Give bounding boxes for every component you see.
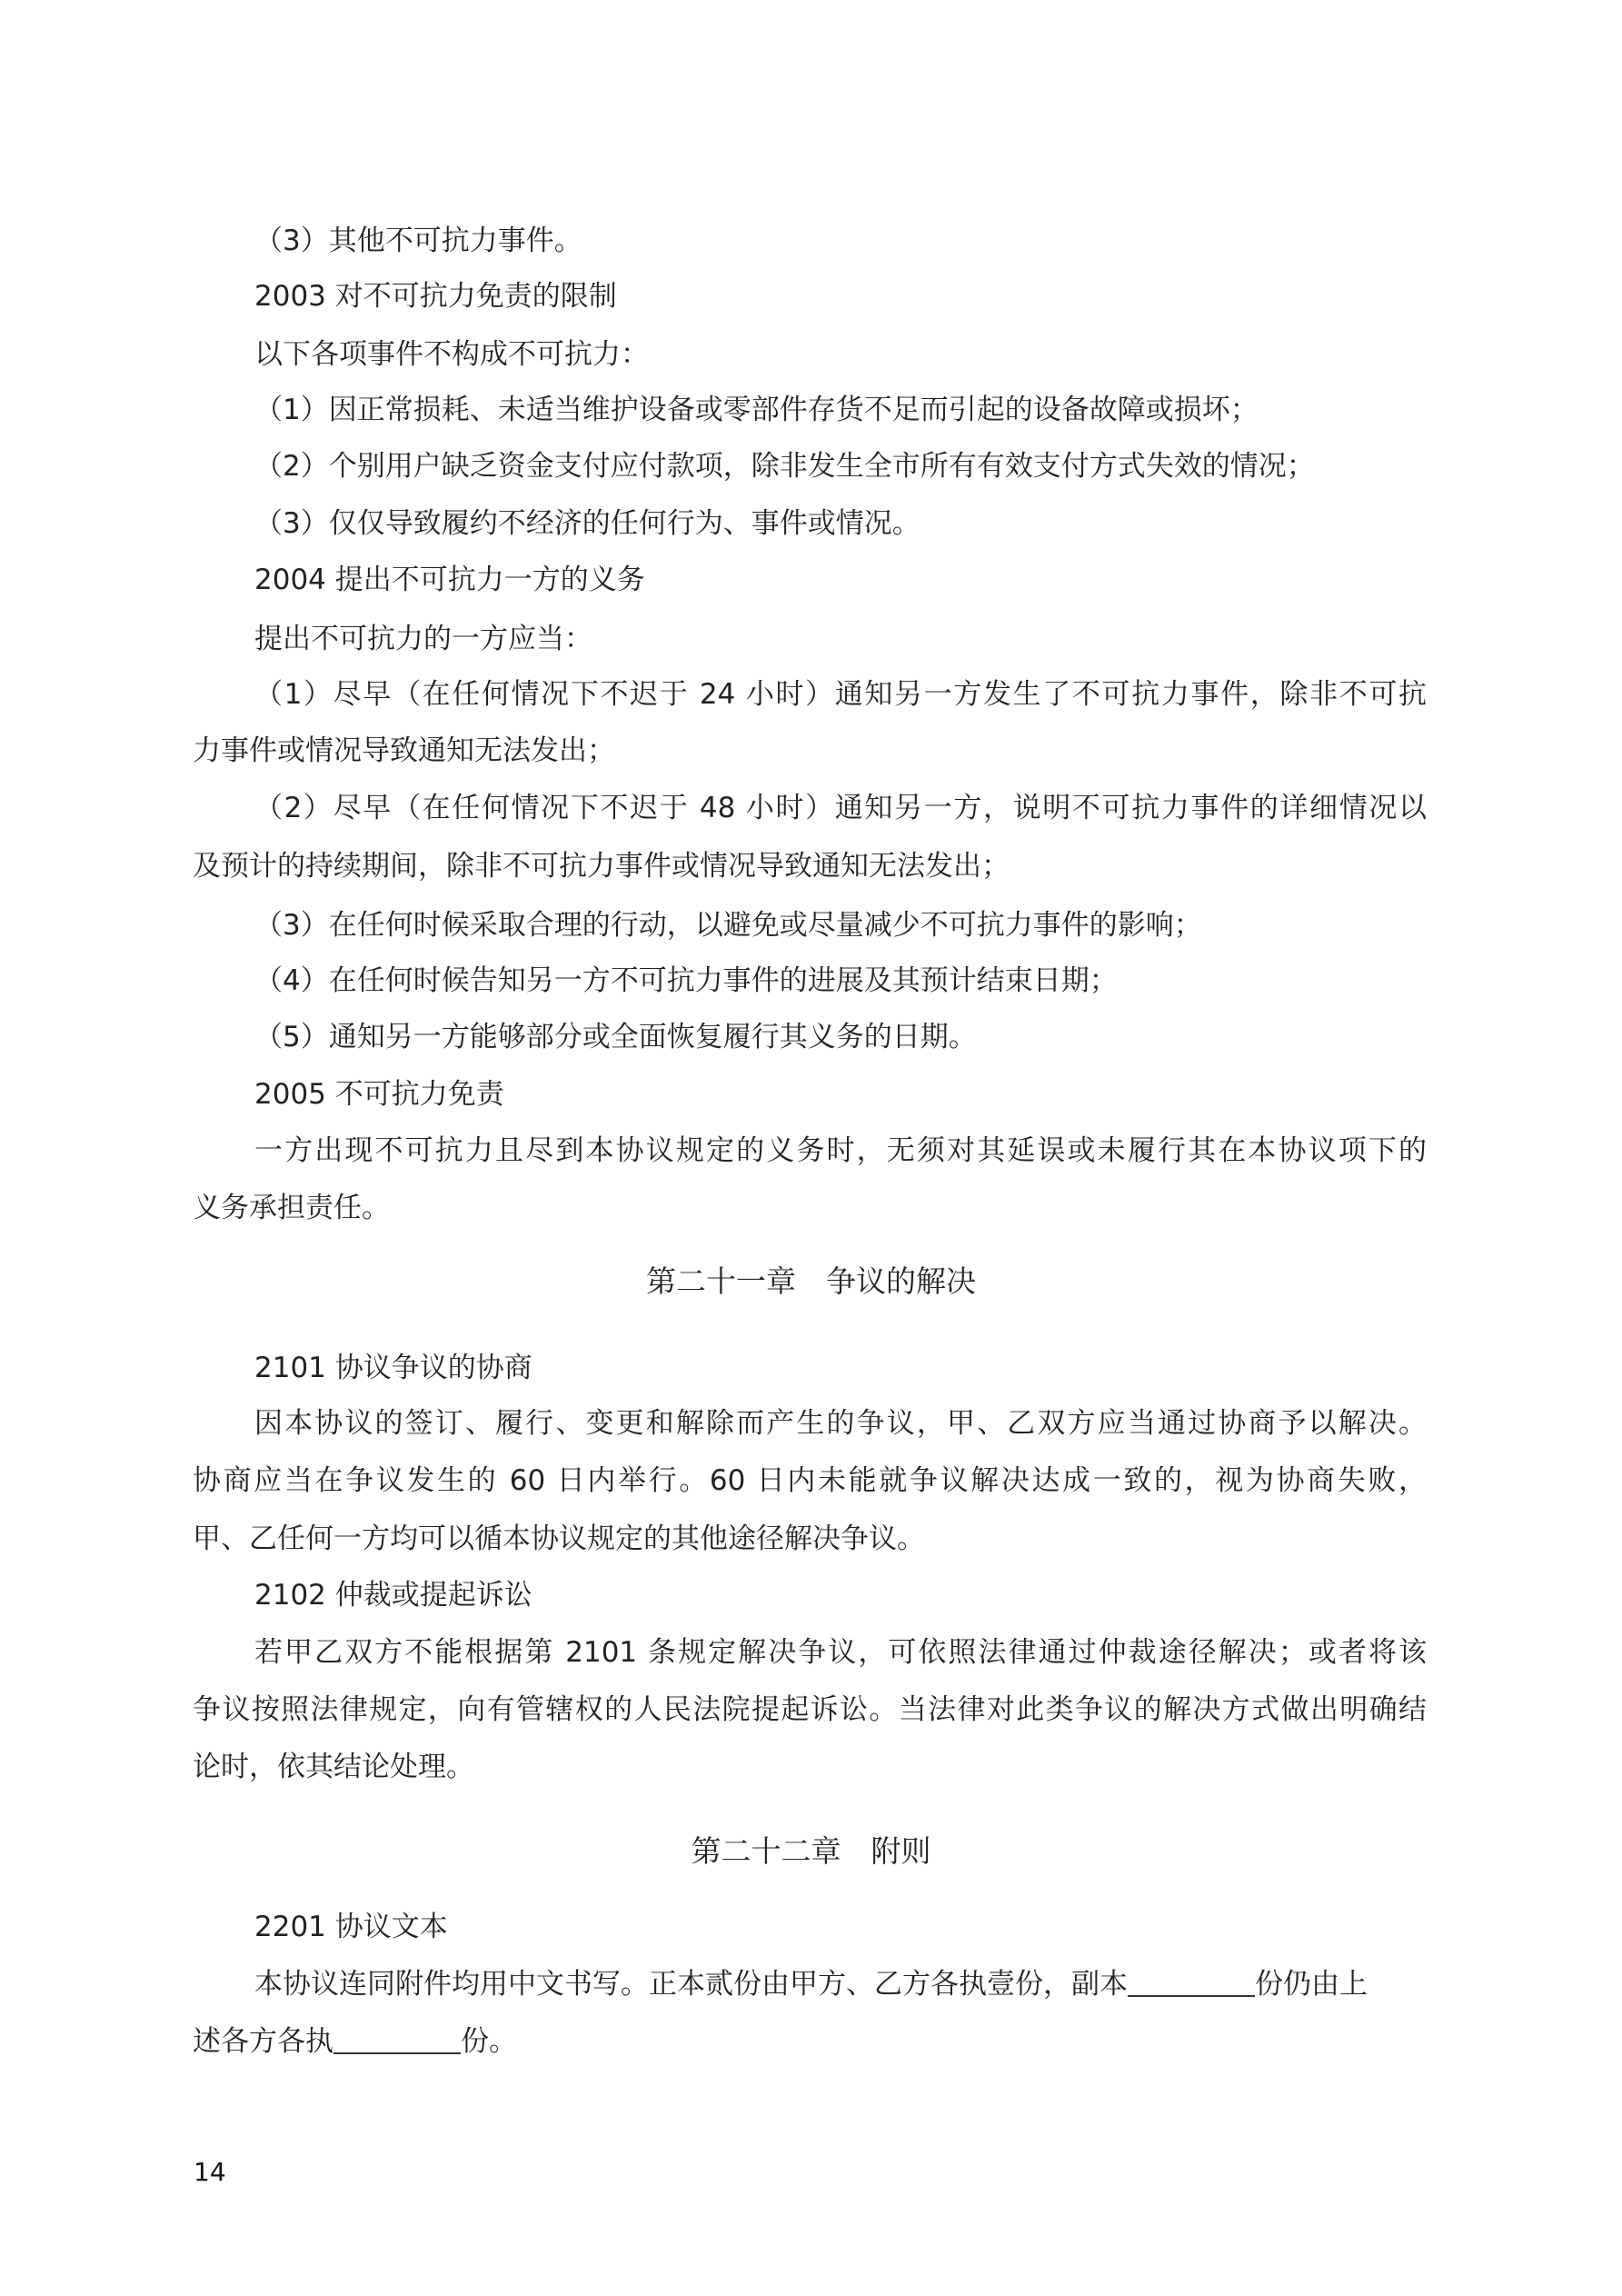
paragraph-text: 提出不可抗力的一方应当： xyxy=(254,623,592,655)
fill-in-blank[interactable] xyxy=(333,2025,461,2054)
clause-item: （3）仅仅导致履约不经济的任何行为、事件或情况。 xyxy=(254,507,920,540)
chapter-heading: 第二十二章 附则 xyxy=(691,1833,931,1869)
paragraph-text-continued: 争议按照法律规定，向有管辖权的人民法院提起诉讼。当法律对此类争议的解决方式做出明确结 xyxy=(193,1693,1427,1726)
clause-item-continued: 力事件或情况导致通知无法发出； xyxy=(193,734,615,767)
clause-title: 2102 仲裁或提起诉讼 xyxy=(254,1579,532,1612)
chapter-heading: 第二十一章 争议的解决 xyxy=(646,1263,976,1299)
clause-item: （3）在任何时候采取合理的行动，以避免或尽量减少不可抗力事件的影响； xyxy=(254,909,1202,942)
clause-title: 2004 提出不可抗力一方的义务 xyxy=(254,564,645,596)
clause-title: 2005 不可抗力免责 xyxy=(254,1078,504,1111)
clause-item: （1）尽早（在任何情况下不迟于 24 小时）通知另一方发生了不可抗力事件，除非不可抗 xyxy=(254,678,1427,711)
fill-in-blank[interactable] xyxy=(1128,1968,1255,1997)
paragraph-text-continued xyxy=(193,2023,517,2060)
paragraph-text-segment: 述各方各执 xyxy=(193,2025,333,2058)
clause-item-continued: 及预计的持续期间，除非不可抗力事件或情况导致通知无法发出； xyxy=(193,850,1010,883)
clause-item: （5）通知另一方能够部分或全面恢复履行其义务的日期。 xyxy=(254,1021,977,1053)
paragraph-text: 因本协议的签订、履行、变更和解除而产生的争议，甲、乙双方应当通过协商予以解决。 xyxy=(254,1407,1427,1440)
paragraph-text-segment: 份。 xyxy=(461,2025,517,2058)
clause-item: （3）其他不可抗力事件。 xyxy=(254,225,582,257)
clause-title: 2101 协议争议的协商 xyxy=(254,1352,532,1384)
paragraph-text-segment: 份仍由上 xyxy=(1255,1968,1368,2001)
clause-item: （4）在任何时候告知另一方不可抗力事件的进展及其预计结束日期； xyxy=(254,964,1118,997)
paragraph-text xyxy=(254,1966,1368,2002)
clause-item: （2）尽早（在任何情况下不迟于 48 小时）通知另一方，说明不可抗力事件的详细情况以 xyxy=(254,792,1427,824)
clause-item: （1）因正常损耗、未适当维护设备或零部件存货不足而引起的设备故障或损坏； xyxy=(254,394,1259,426)
paragraph-text-continued: 论时，依其结论处理。 xyxy=(193,1751,474,1783)
clause-title: 2003 对不可抗力免责的限制 xyxy=(254,280,617,313)
paragraph-text-continued: 甲、乙任何一方均可以循本协议规定的其他途径解决争议。 xyxy=(193,1522,925,1555)
paragraph-text-continued: 协商应当在争议发生的 60 日内举行。60 日内未能就争议解决达成一致的，视为协商失败， xyxy=(193,1464,1427,1497)
clause-title: 2201 协议文本 xyxy=(254,1911,448,1943)
page-number: 14 xyxy=(194,2157,226,2187)
paragraph-text-continued: 义务承担责任。 xyxy=(193,1192,390,1224)
paragraph-text: 以下各项事件不构成不可抗力： xyxy=(254,338,649,371)
paragraph-text: 若甲乙双方不能根据第 2101 条规定解决争议，可依照法律通过仲裁途径解决；或者将该 xyxy=(254,1636,1427,1669)
clause-item: （2）个别用户缺乏资金支付应付款项，除非发生全市所有有效支付方式失效的情况； xyxy=(254,450,1315,483)
paragraph-text-segment: 本协议连同附件均用中文书写。正本贰份由甲方、乙方各执壹份，副本 xyxy=(254,1968,1128,2001)
paragraph-text: 一方出现不可抗力且尽到本协议规定的义务时，无须对其延误或未履行其在本协议项下的 xyxy=(254,1134,1427,1167)
